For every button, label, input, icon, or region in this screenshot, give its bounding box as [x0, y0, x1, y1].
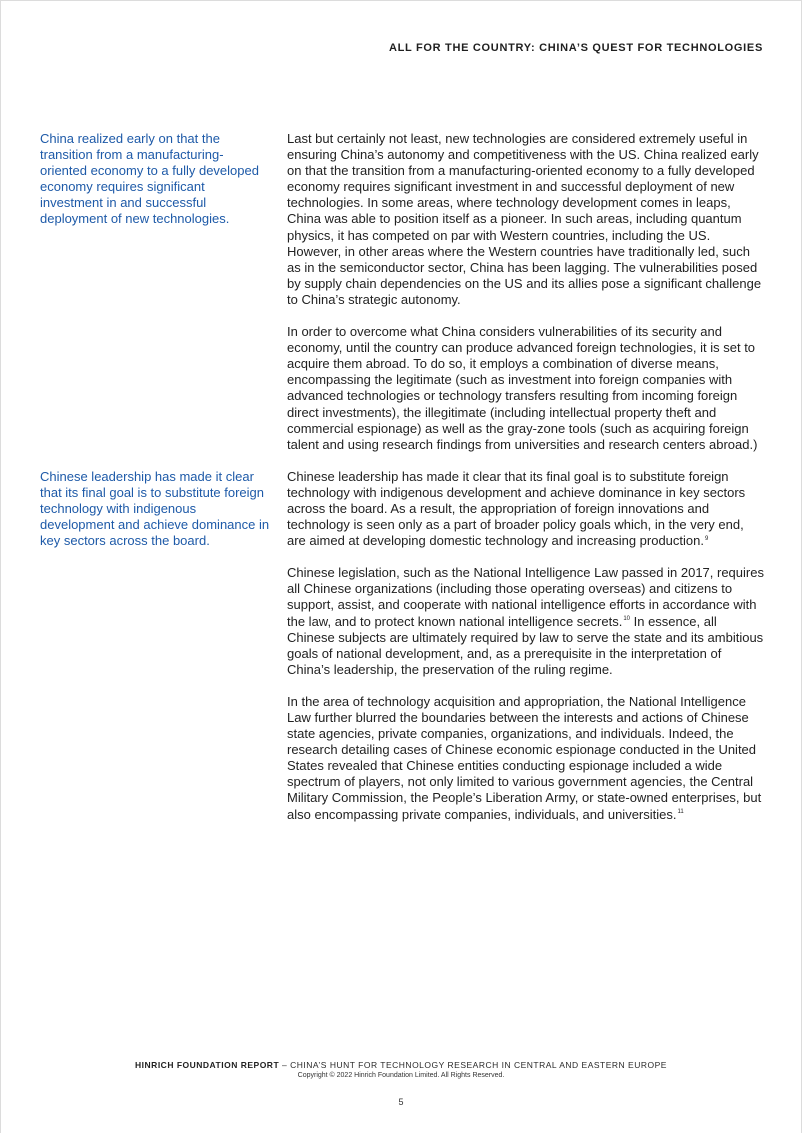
body-column: [287, 131, 765, 839]
page-number: 5: [398, 1097, 404, 1107]
body-paragraph: In order to overcome what China considers vulnerabilities of its security and economy, until the country can produce advanced foreign technologies, it is set to acquire them abroad. To do so, it employs a combination of diverse means, encompassing the legitimate (such as investment into foreign companies with advanced technologies or technology transfers resulting from incoming foreign direct investments), the illegitimate (including intellectual property theft and commercial espionage) as well as the gray-zone tools (such as acquiring foreign talent and using research findings from universities and research centers abroad.): [287, 324, 758, 452]
paragraph-text: Chinese leadership has made it clear that its final goal is to substitute foreign technology with indigenous development and achieve dominance in key sectors across the board. As a result, the appropriation of foreign innovations and technology is seen only as a part of broader policy goals which, in the very end, are aimed at developing domestic technology and increasing production.: [287, 468, 746, 549]
paragraph-text: In essence, all Chinese subjects are ultimately required by law to serve the state and its ambitious goals of national development, and, as a prerequisite in the interpretation of China’s leadership, the preservation of the ruling regime.: [287, 613, 764, 677]
pull-quote: China realized early on that the transition from a manufacturing-oriented economy to a fully developed economy requires significant investment in and successful deployment of new technologies.: [40, 131, 259, 226]
footer-report-subtitle: – CHINA’S HUNT FOR TECHNOLOGY RESEARCH IN CENTRAL AND EASTERN EUROPE: [279, 1060, 667, 1070]
pull-quote: Chinese leadership has made it clear that its final goal is to substitute foreign technology with indigenous development and achieve dominance in key sectors across the board.: [40, 469, 270, 548]
body-paragraph: Last but certainly not least, new technologies are considered extremely useful in ensuring China’s autonomy and competitiveness with the US. China realized early on that the transition from a manufacturing-oriented economy to a fully developed economy requires significant investment in and successful deployment of new technologies. In some areas, where technology development comes in leaps, China was able to position itself as a pioneer. In such areas, including quantum physics, it has competed on par with Western countries, including the US. However, in other areas where the Western countries have traditionally led, such as in the semiconductor sector, China has been lagging. The vulnerabilities posed by supply chain dependencies on the US and its allies pose a significant challenge to China’s strategic autonomy.: [287, 131, 762, 307]
footnote-reference: 9: [704, 535, 709, 542]
running-header: ALL FOR THE COUNTRY: CHINA’S QUEST FOR TECHNOLOGIES: [388, 42, 763, 54]
footer-report-name: HINRICH FOUNDATION REPORT: [135, 1060, 280, 1070]
footer-copyright: Copyright © 2022 Hinrich Foundation Limited. All Rights Reserved.: [297, 1072, 505, 1079]
footer-report-title: [1, 1060, 801, 1070]
footnote-reference: 10: [623, 616, 631, 623]
paragraph-text: In the area of technology acquisition and appropriation, the National Intelligence Law further blurred the boundaries between the interests and actions of Chinese state agencies, private companies, organizations, and individuals. Indeed, the research detailing cases of Chinese economic espionage conducted in the United States revealed that Chinese entities conducting espionage included a wide spectrum of players, not only limited to various government agencies, the Central Military Commission, the People’s Liberation Army, or state-owned enterprises, but also encompassing private companies, individuals, and universities.: [287, 693, 762, 822]
paragraph-text: Chinese legislation, such as the National Intelligence Law passed in 2017, requires all Chinese organizations (including those operating overseas) and citizens to support, assist, and cooperate with national intelligence efforts in accordance with the law, and to protect known national intelligence secrets.: [287, 565, 764, 629]
body-paragraph: [287, 694, 765, 823]
footnote-reference: 11: [677, 809, 684, 816]
body-paragraph: [287, 469, 765, 549]
body-paragraph: [287, 565, 765, 678]
